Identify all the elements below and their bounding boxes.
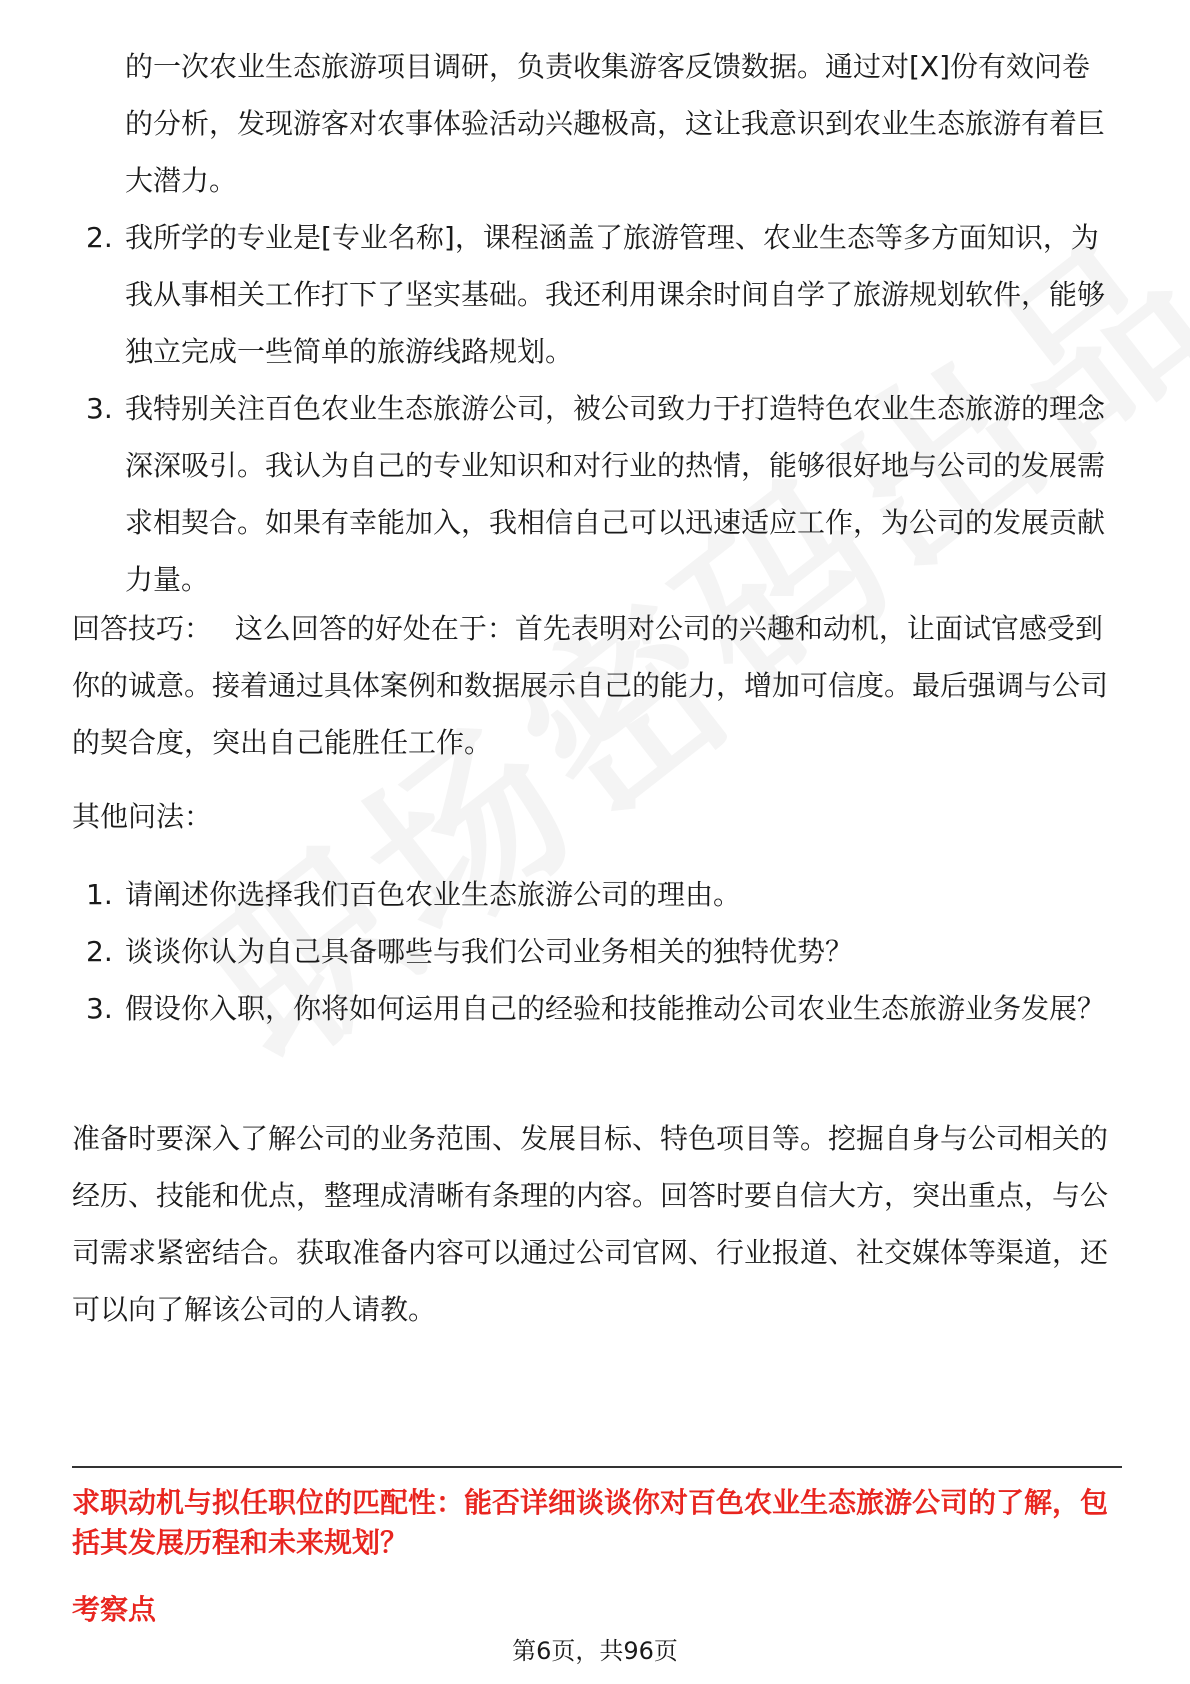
question-heading: 求职动机与拟任职位的匹配性：能否详细谈谈你对百色农业生态旅游公司的了解，包括其发展历程和未来规划？ [72, 1486, 1109, 1559]
list-number: 3. [86, 992, 113, 1025]
list-item [0, 380, 1190, 608]
list-number: 1. [86, 878, 113, 911]
other-questions-list [0, 866, 1190, 1037]
list-number: 3. [86, 392, 113, 425]
other-questions-heading: 其他问法： [72, 800, 213, 833]
list-item-text: 我所学的专业是[专业名称]，课程涵盖了旅游管理、农业生态等多方面知识，为我从事相关工作打下了坚实基础。我还利用课余时间自学了旅游规划软件，能够独立完成一些简单的旅游线路规划。 [125, 221, 1106, 368]
tips-text: 这么回答的好处在于：首先表明对公司的兴趣和动机，让面试官感受到你的诚意。接着通过具体案例和数据展示自己的能力，增加可信度。最后强调与公司的契合度，突出自己能胜任工作。 [72, 612, 1109, 759]
list-item [0, 38, 1190, 209]
section-divider [72, 1466, 1122, 1468]
list-item-text: 的一次农业生态旅游项目调研，负责收集游客反馈数据。通过对[X]份有效问卷的分析，发现游客对农事体验活动兴趣极高，这让我意识到农业生态旅游有着巨大潜力。 [125, 50, 1106, 197]
list-item [0, 209, 1190, 380]
list-item [0, 866, 1190, 923]
answer-list [0, 38, 1190, 608]
list-item-text: 谈谈你认为自己具备哪些与我们公司业务相关的独特优势？ [125, 935, 854, 968]
list-item-text: 假设你入职，你将如何运用自己的经验和技能推动公司农业生态旅游业务发展？ [125, 992, 1106, 1025]
list-item [0, 923, 1190, 980]
tips-label: 回答技巧： [72, 612, 213, 645]
page-footer: 第6页，共96页 [512, 1637, 678, 1665]
answer-tips [72, 600, 1122, 771]
list-item [0, 980, 1190, 1037]
list-item-text: 我特别关注百色农业生态旅游公司，被公司致力于打造特色农业生态旅游的理念深深吸引。我认为自己的专业知识和对行业的热情，能够很好地与公司的发展需求相契合。如果有幸能加入，我相信自己可以迅速适应工作，为公司的发展贡献力量。 [125, 392, 1106, 596]
preparation-advice: 准备时要深入了解公司的业务范围、发展目标、特色项目等。挖掘自身与公司相关的经历、技能和优点，整理成清晰有条理的内容。回答时要自信大方，突出重点，与公司需求紧密结合。获取准备内容可以通过公司官网、行业报道、社交媒体等渠道，还可以向了解该公司的人请教。 [72, 1122, 1109, 1326]
list-item-text: 请阐述你选择我们百色农业生态旅游公司的理由。 [125, 878, 742, 911]
list-number: 2. [86, 935, 113, 968]
assessment-points-label: 考察点 [72, 1593, 157, 1626]
list-number: 2. [86, 221, 113, 254]
